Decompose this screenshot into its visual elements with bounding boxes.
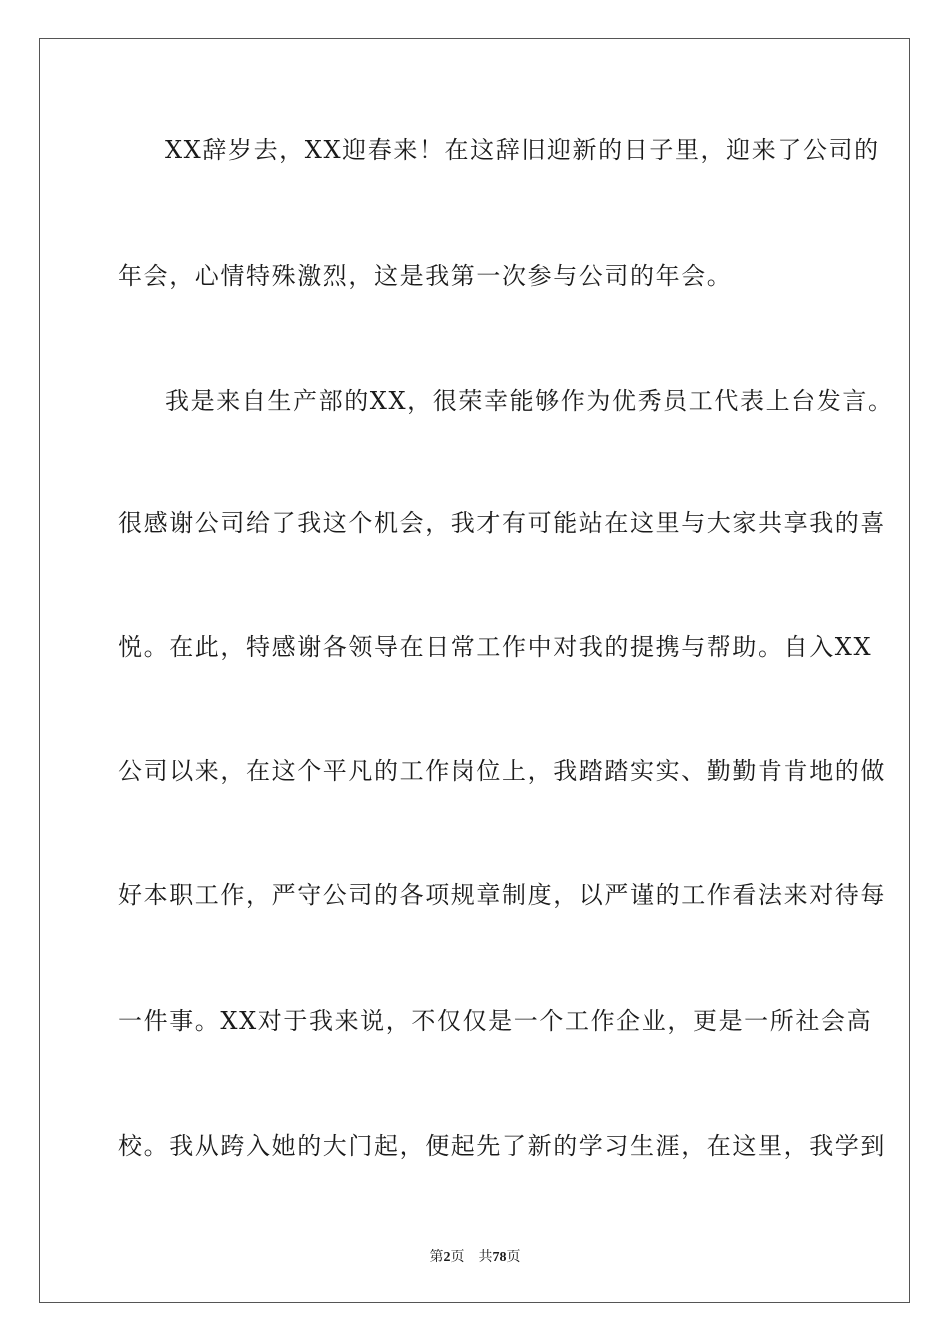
page-footer — [0, 1248, 950, 1267]
paragraph-line: 公司以来，在这个平凡的工作岗位上，我踏踏实实、勤勤肯肯地的做 — [118, 757, 886, 785]
paragraph-line: 很感谢公司给了我这个机会，我才有可能站在这里与大家共享我的喜 — [118, 509, 886, 537]
page-border — [39, 38, 910, 1303]
total-suffix: 页 — [506, 1249, 521, 1265]
paragraph-line: 一件事。XX对于我来说，不仅仅是一个工作企业，更是一所社会高 — [118, 1007, 873, 1035]
paragraph-line: 好本职工作，严守公司的各项规章制度，以严谨的工作看法来对待每 — [118, 881, 886, 909]
paragraph-line: 我是来自生产部的XX，很荣幸能够作为优秀员工代表上台发言。 — [165, 387, 894, 415]
total-pages: 78 — [492, 1250, 507, 1265]
paragraph-line: XX辞岁去，XX迎春来！在这辞旧迎新的日子里，迎来了公司的 — [165, 136, 880, 164]
paragraph-line: 悦。在此，特感谢各领导在日常工作中对我的提携与帮助。自入XX — [118, 633, 873, 661]
page-suffix: 页 — [450, 1249, 465, 1265]
paragraph-line: 年会，心情特殊激烈，这是我第一次参与公司的年会。 — [118, 262, 733, 290]
page-number: 2 — [443, 1250, 451, 1265]
page-prefix: 第 — [429, 1249, 444, 1265]
paragraph-line: 校。我从跨入她的大门起，便起先了新的学习生涯，在这里，我学到 — [118, 1132, 886, 1160]
total-prefix: 共 — [478, 1249, 493, 1265]
